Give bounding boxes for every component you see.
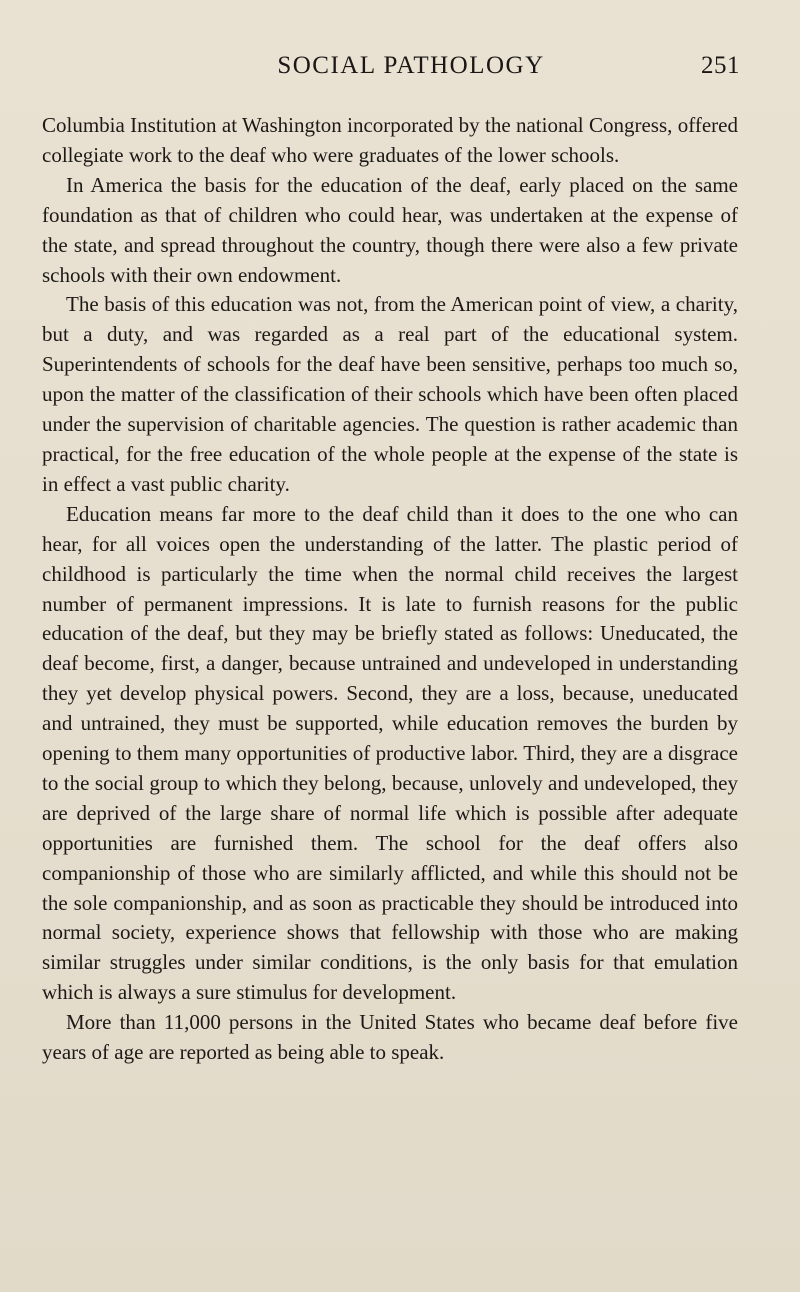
paragraph: Education means far more to the deaf child than it does to the one who can hear, for all voices open the understanding of the latter. The plastic period of childhood is particularly the time when the normal child receives the largest number of permanent impressions. It is late to furnish reasons for the public education of the deaf, but they may be briefly stated as follows: Uneducated, the deaf become, first, a danger, because untrained and undeveloped in understanding they yet develop physical powers. Second, they are a loss, because, uneducated and untrained, they must be supported, while education removes the burden by opening to them many opportunities of productive labor. Third, they are a disgrace to the social group to which they belong, because, unlovely and undeveloped, they are deprived of the large share of normal life which is possible after adequate opportunities are furnished them. The school for the deaf offers also companionship of those who are similarly afflicted, and while this should not be the sole companionship, and as soon as practicable they should be introduced into normal society, experience shows that fellowship with those who are making similar struggles under similar conditions, is the only basis for that emulation which is always a sure stimulus for development. — [42, 501, 738, 1005]
paragraph: The basis of this education was not, from the American point of view, a charity, but a duty, and was regarded as a real part of the educational system. Superintendents of schools for the deaf have been sensitive, perhaps too much so, upon the matter of the classification of their schools which have been often placed under the supervision of charitable agencies. The question is rather academic than practical, for the free education of the whole people at the expense of the state is in effect a vast public charity. — [42, 292, 738, 496]
paragraph: Columbia Institution at Washington incorporated by the national Congress, offered collegiate work to the deaf who were graduates of the lower schools. — [42, 113, 738, 167]
paragraph: More than 11,000 persons in the United States who became deaf before five years of age are reported as being able to speak. — [42, 1010, 738, 1065]
page-header — [42, 46, 740, 86]
paragraph: In America the basis for the education of the deaf, early placed on the same foundation as that of children who could hear, was undertaken at the expense of the state, and spread throughout the country, though there were also a few private schools with their own endowment. — [42, 172, 738, 287]
running-title: SOCIAL PATHOLOGY — [277, 52, 545, 79]
page-number: 251 — [701, 52, 740, 79]
body-text — [42, 111, 738, 1068]
